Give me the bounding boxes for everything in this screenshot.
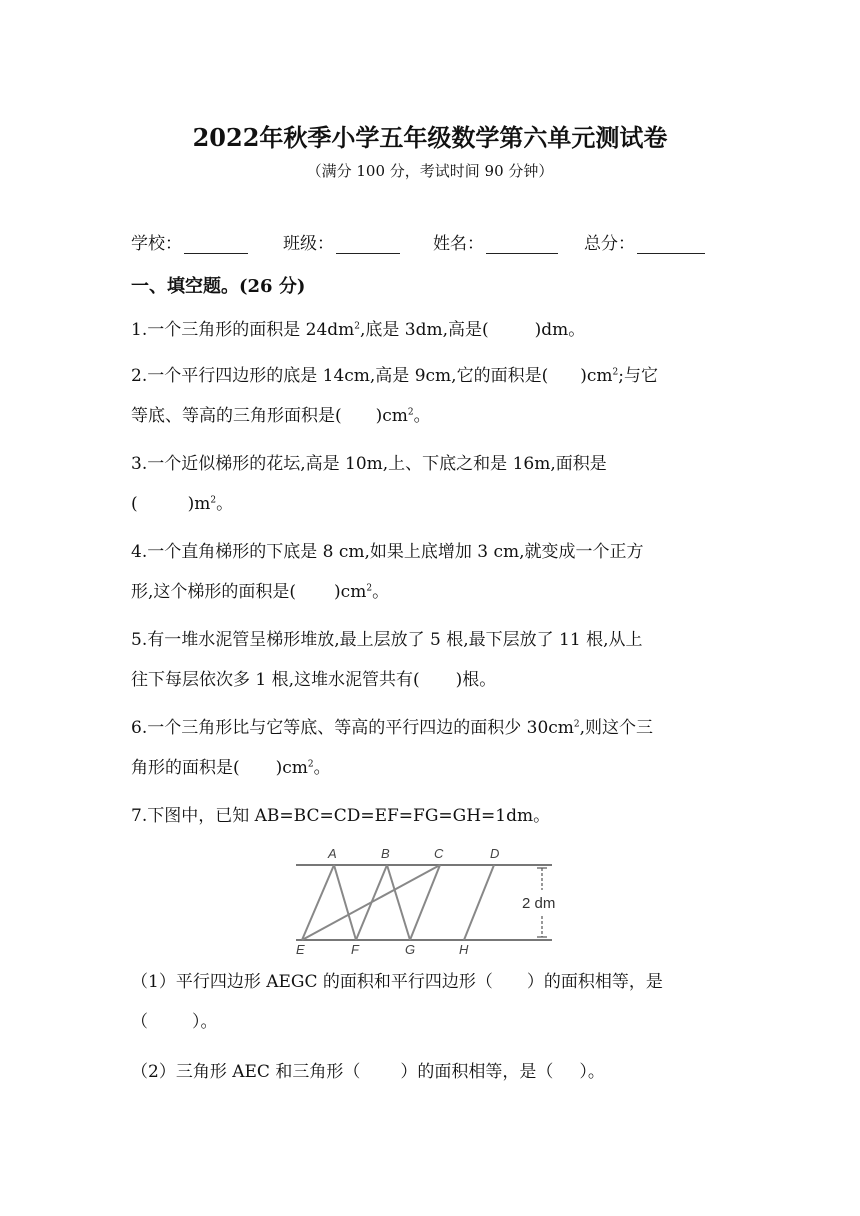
question-5-line-2 bbox=[131, 660, 731, 700]
label-g: G bbox=[405, 942, 416, 956]
sub1-text-b: ）的面积相等，是 bbox=[526, 972, 663, 992]
label-b: B bbox=[381, 846, 390, 861]
q2-text-c: ;与它 bbox=[618, 366, 658, 386]
q1-text-c: )dm。 bbox=[534, 320, 586, 340]
name-field bbox=[433, 229, 558, 254]
q2-text-d: 等底、等高的三角形面积是( bbox=[131, 406, 342, 426]
school-label: 学校： bbox=[131, 234, 182, 254]
label-h: H bbox=[459, 942, 469, 956]
question-6-line-1 bbox=[131, 708, 731, 748]
q2-text-e: )cm bbox=[375, 406, 408, 426]
q6-text-a: 6.一个三角形比与它等底、等高的平行四边的面积少 30cm bbox=[131, 718, 574, 738]
section-heading: 一、填空题。(26 分) bbox=[131, 276, 306, 297]
question-3-line-2 bbox=[131, 484, 731, 524]
q6-text-d: )cm bbox=[275, 758, 308, 778]
sub1-text-a: （1）平行四边形 AEGC 的面积和平行四边形（ bbox=[131, 972, 493, 992]
parallelogram-figure bbox=[294, 840, 556, 956]
dimension-label: 2 dm bbox=[522, 895, 556, 912]
question-6-line-2 bbox=[131, 748, 731, 788]
q1-text-b: ,底是 3dm,高是( bbox=[360, 320, 489, 340]
question-2-line-1 bbox=[131, 356, 731, 396]
question-5 bbox=[131, 620, 731, 700]
question-4-line-2 bbox=[131, 572, 731, 612]
total-blank[interactable] bbox=[637, 233, 705, 254]
sub-1-line-1 bbox=[131, 962, 731, 1002]
question-5-line-1: 5.有一堆水泥管呈梯形堆放,最上层放了 5 根,最下层放了 11 根,从上 bbox=[131, 630, 643, 650]
q6-text-e: 。 bbox=[313, 758, 331, 778]
q4-sup: 2 bbox=[366, 583, 373, 594]
student-info-row bbox=[131, 229, 751, 255]
total-label: 总分： bbox=[584, 234, 635, 254]
label-a: A bbox=[328, 846, 337, 861]
question-4-line-1: 4.一个直角梯形的下底是 8 cm,如果上底增加 3 cm,就变成一个正方 bbox=[131, 542, 644, 562]
q1-text-a: 1.一个三角形的面积是 24dm bbox=[131, 320, 355, 340]
q3-sup: 2 bbox=[210, 495, 217, 506]
question-6 bbox=[131, 708, 731, 788]
question-3 bbox=[131, 444, 731, 524]
q2-text-a: 2.一个平行四边形的底是 14cm,高是 9cm,它的面积是( bbox=[131, 366, 549, 386]
question-1 bbox=[131, 310, 731, 350]
q3-text-c: )m bbox=[187, 494, 211, 514]
sub2-text-c: ）。 bbox=[579, 1062, 605, 1082]
q5-text-b: 往下每层依次多 1 根,这堆水泥管共有( bbox=[131, 670, 420, 690]
class-field bbox=[283, 229, 400, 254]
school-field bbox=[131, 229, 248, 254]
label-e: E bbox=[296, 942, 305, 956]
question-7 bbox=[131, 796, 731, 836]
q2-sup: 2 bbox=[612, 367, 619, 378]
q2-sup-2: 2 bbox=[407, 407, 414, 418]
school-blank[interactable] bbox=[184, 233, 248, 254]
question-2-line-2 bbox=[131, 396, 731, 436]
question-2 bbox=[131, 356, 731, 436]
page-title: 2022年秋季小学五年级数学第六单元测试卷 bbox=[192, 123, 668, 152]
q6-sup: 2 bbox=[573, 719, 580, 730]
question-3-line-1: 3.一个近似梯形的花坛,高是 10m,上、下底之和是 16m,面积是 bbox=[131, 454, 607, 474]
q3-text-b: ( bbox=[131, 494, 138, 514]
question-4 bbox=[131, 532, 731, 612]
q6-text-b: ,则这个三 bbox=[579, 718, 654, 738]
sub-1-line-2 bbox=[131, 1002, 731, 1042]
question-1-line bbox=[131, 310, 731, 350]
sub-2-line bbox=[131, 1052, 731, 1092]
class-label: 班级： bbox=[283, 234, 334, 254]
q3-text-d: 。 bbox=[216, 494, 234, 514]
sub2-text-b: ）的面积相等，是（ bbox=[400, 1062, 554, 1082]
question-7-sub-1 bbox=[131, 962, 731, 1042]
page-subtitle: （满分 100 分，考试时间 90 分钟） bbox=[306, 162, 554, 180]
label-d: D bbox=[490, 846, 500, 861]
q4-text-b: 形,这个梯形的面积是( bbox=[131, 582, 297, 602]
q4-text-d: 。 bbox=[372, 582, 390, 602]
sub2-text-a: （2）三角形 AEC 和三角形（ bbox=[131, 1062, 361, 1082]
q6-text-c: 角形的面积是( bbox=[131, 758, 240, 778]
q2-text-f: 。 bbox=[413, 406, 431, 426]
question-7-text: 7.下图中，已知 AB=BC=CD=EF=FG=GH=1dm。 bbox=[131, 806, 551, 826]
sub1-text-c: （ bbox=[131, 1012, 148, 1032]
q5-text-c: )根。 bbox=[455, 670, 497, 690]
name-label: 姓名： bbox=[433, 234, 484, 254]
q6-sup-2: 2 bbox=[307, 759, 314, 770]
q4-text-c: )cm bbox=[334, 582, 367, 602]
sub1-text-d: ）。 bbox=[192, 1012, 218, 1032]
q1-sup: 2 bbox=[354, 321, 360, 332]
label-c: C bbox=[434, 846, 444, 861]
figure-svg bbox=[294, 840, 556, 956]
total-field bbox=[584, 229, 705, 254]
name-blank[interactable] bbox=[486, 233, 558, 254]
q2-text-b: )cm bbox=[580, 366, 613, 386]
label-f: F bbox=[351, 942, 359, 956]
question-7-sub-2 bbox=[131, 1052, 731, 1092]
class-blank[interactable] bbox=[336, 233, 400, 254]
